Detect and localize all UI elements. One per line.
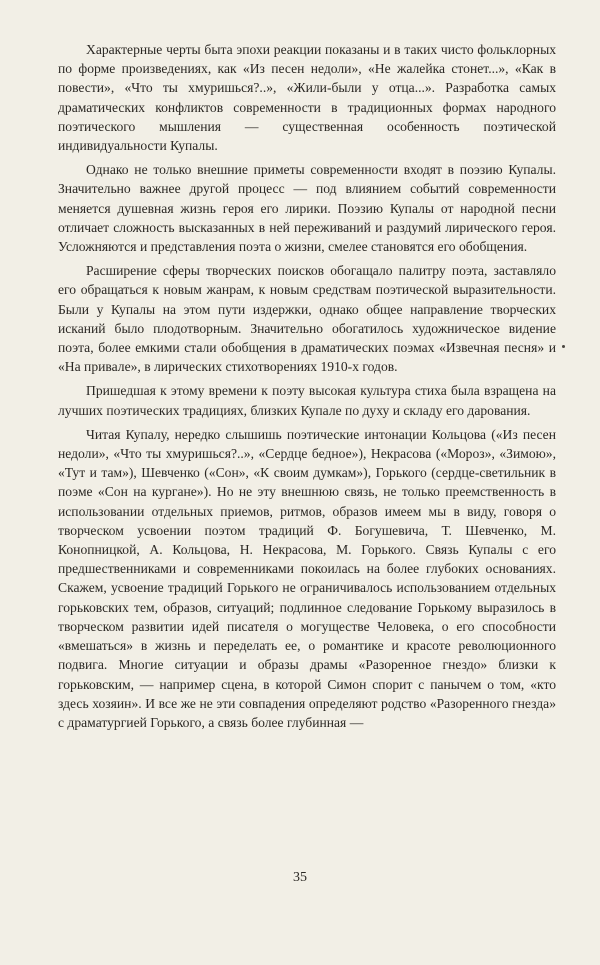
paragraph-3: Расширение сферы творческих поисков обогащало палитру поэта, заставляло его обращаться к новым жанрам, к новым средствам поэтической выразительности. Были у Купалы на этом пути издержки, однако общее направление творческих исканий было плодотворным. Значительно обогатилось художническое видение поэта, более емкими стали обобщения в драматических поэмах «Извечная песня» и «На привале», в лирических стихотворениях 1910-х годов. <box>58 263 556 375</box>
paragraph-1: Характерные черты быта эпохи реакции показаны и в таких чисто фольклорных по форме произведениях, как «Из песен недоли», «Не жалейка стонет...», «Как в повести», «Что ты хмуришься?..», «Жили-были у отца...». Разработка самых драматических конфликтов современности в традиционных формах народного поэтического мышления — существенная особенность поэтической индивидуальности Купалы. <box>58 42 556 154</box>
paragraph-4: Пришедшая к этому времени к поэту высокая культура стиха была взращена на лучших поэтических традициях, близких Купале по духу и складу его дарования. <box>58 383 556 418</box>
page-number: 35 <box>293 870 307 885</box>
page-text-block <box>58 40 556 737</box>
print-speck <box>562 345 565 348</box>
paragraph-2: Однако не только внешние приметы современности входят в поэзию Купалы. Значительно важнее другой процесс — под влиянием событий современности меняется душевная жизнь героя его лирики. Поэзию Купалы от народной песни отличает сложность высказанных в ней переживаний и раздумий лирического героя. Усложняются и представления поэта о жизни, смелее становятся его обобщения. <box>58 162 556 255</box>
paragraph-5: Читая Купалу, нередко слышишь поэтические интонации Кольцова («Из песен недоли», «Что ты хмуришься?..», «Сердце бедное»), Некрасова («Мороз», «Зимою», «Тут и там»), Шевченко («Сон», «К своим думкам»), Горького (сердце-светильник в поэме «Сон на кургане»). Но не эту внешнюю связь, не только преемственность в использовании отдельных приемов, ритмов, образов имеем мы в виду, говоря о творческом усвоении поэтом традиций Ф. Богушевича, Т. Шевченко, М. Конопницкой, А. Кольцова, Н. Некрасова, М. Горького. Связь Купалы с его предшественниками и современниками покоилась на более глубоких основаниях. Скажем, усвоение традиций Горького не ограничивалось использованием отдельных горьковских тем, образов, ситуаций; подлинное следование Горькому выразилось в творческом развитии идей писателя о могуществе Человека, о его способности «вмешаться» в жизнь и переделать ее, о романтике и красоте революционного подвига. Многие ситуации и образы драмы «Разоренное гнездо» близки к горьковским, — например сцена, в которой Симон спорит с панычем о том, «кто здесь хозяин». И все же не эти совпадения определяют родство «Разоренного гнезда» с драматургией Горького, а связь более глубинная — <box>58 426 556 730</box>
